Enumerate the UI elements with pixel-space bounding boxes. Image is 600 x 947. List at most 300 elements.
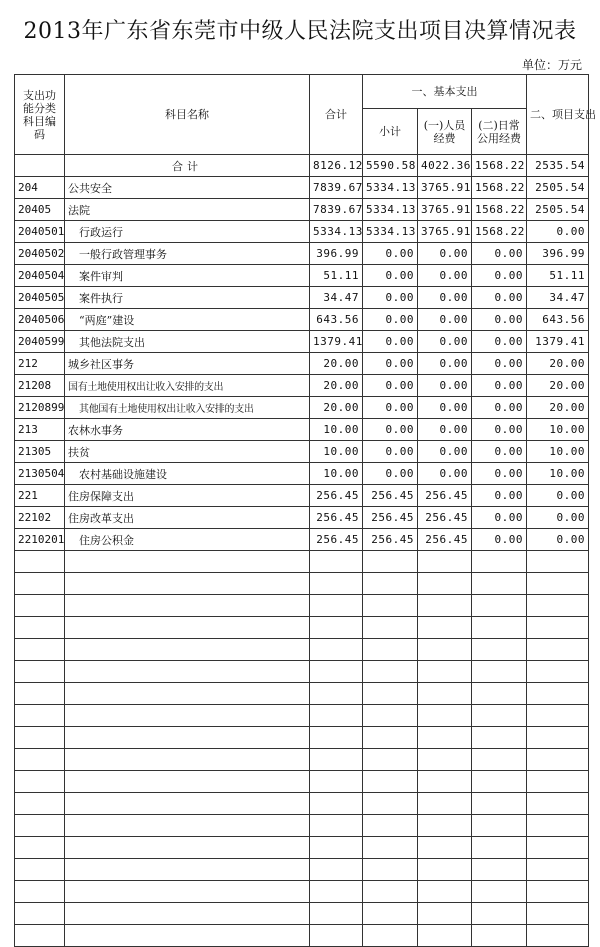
empty-cell: [418, 903, 472, 925]
empty-row: [15, 727, 589, 749]
table-body: [15, 155, 589, 947]
row-subtotal: 0.00: [363, 287, 418, 309]
header-name: 科目名称: [65, 75, 310, 155]
empty-row: [15, 705, 589, 727]
header-basic: 一、基本支出: [363, 75, 527, 109]
row-personnel: 256.45: [418, 529, 472, 551]
empty-cell: [15, 859, 65, 881]
empty-cell: [363, 859, 418, 881]
row-personnel: 0.00: [418, 375, 472, 397]
row-personnel: 0.00: [418, 353, 472, 375]
empty-cell: [15, 815, 65, 837]
empty-cell: [310, 771, 363, 793]
row-name: 城乡社区事务: [65, 353, 310, 375]
empty-cell: [527, 661, 589, 683]
row-public: 0.00: [472, 507, 527, 529]
row-public: 0.00: [472, 529, 527, 551]
empty-cell: [15, 639, 65, 661]
empty-row: [15, 749, 589, 771]
empty-cell: [472, 793, 527, 815]
total-subtotal: 5590.58: [363, 155, 418, 177]
row-name: 国有土地使用权出让收入安排的支出: [65, 375, 310, 397]
empty-cell: [418, 925, 472, 947]
unit-label: 单位：万元: [521, 58, 582, 72]
empty-cell: [472, 815, 527, 837]
empty-cell: [527, 815, 589, 837]
table-header: [15, 75, 597, 155]
empty-cell: [65, 881, 310, 903]
row-name: 农村基础设施建设: [65, 463, 310, 485]
empty-cell: [527, 595, 589, 617]
row-name: 住房公积金: [65, 529, 310, 551]
total-total: 8126.12: [310, 155, 363, 177]
empty-cell: [472, 705, 527, 727]
empty-cell: [363, 925, 418, 947]
empty-cell: [363, 837, 418, 859]
row-public: 0.00: [472, 375, 527, 397]
table-row: [15, 441, 589, 463]
empty-cell: [472, 903, 527, 925]
row-public: 0.00: [472, 265, 527, 287]
empty-row: [15, 793, 589, 815]
row-subtotal: 0.00: [363, 331, 418, 353]
empty-cell: [65, 595, 310, 617]
empty-cell: [418, 617, 472, 639]
row-subtotal: 0.00: [363, 309, 418, 331]
empty-cell: [310, 661, 363, 683]
row-total: 256.45: [310, 507, 363, 529]
table-row: [15, 309, 589, 331]
row-total: 1379.41: [310, 331, 363, 353]
empty-row: [15, 595, 589, 617]
empty-cell: [472, 683, 527, 705]
total-project: 2535.54: [527, 155, 589, 177]
empty-row: [15, 859, 589, 881]
empty-cell: [527, 683, 589, 705]
row-code: 2040502: [15, 243, 65, 265]
empty-cell: [15, 551, 65, 573]
row-personnel: 0.00: [418, 331, 472, 353]
table-row: [15, 419, 589, 441]
empty-cell: [310, 727, 363, 749]
table-row: [15, 221, 589, 243]
empty-cell: [472, 727, 527, 749]
empty-cell: [15, 595, 65, 617]
empty-cell: [472, 859, 527, 881]
row-subtotal: 0.00: [363, 353, 418, 375]
empty-row: [15, 903, 589, 925]
row-public: 0.00: [472, 463, 527, 485]
empty-cell: [15, 727, 65, 749]
empty-cell: [363, 639, 418, 661]
row-name: 案件审判: [65, 265, 310, 287]
row-name: 其他国有土地使用权出让收入安排的支出: [65, 397, 310, 419]
row-public: 1568.22: [472, 221, 527, 243]
empty-cell: [65, 793, 310, 815]
row-public: 0.00: [472, 287, 527, 309]
empty-cell: [310, 705, 363, 727]
row-project: 396.99: [527, 243, 589, 265]
row-total: 5334.13: [310, 221, 363, 243]
empty-cell: [418, 837, 472, 859]
empty-row: [15, 551, 589, 573]
empty-cell: [65, 815, 310, 837]
row-total: 256.45: [310, 529, 363, 551]
empty-cell: [527, 551, 589, 573]
row-total: 643.56: [310, 309, 363, 331]
row-personnel: 0.00: [418, 397, 472, 419]
table-row: [15, 265, 589, 287]
table-row: [15, 397, 589, 419]
empty-cell: [15, 573, 65, 595]
row-code: 2040505: [15, 287, 65, 309]
row-public: 0.00: [472, 353, 527, 375]
row-public: 0.00: [472, 397, 527, 419]
row-name: 法院: [65, 199, 310, 221]
empty-cell: [363, 881, 418, 903]
total-personnel: 4022.36: [418, 155, 472, 177]
row-project: 10.00: [527, 419, 589, 441]
empty-cell: [418, 705, 472, 727]
row-code: 213: [15, 419, 65, 441]
row-subtotal: 0.00: [363, 243, 418, 265]
empty-cell: [527, 925, 589, 947]
empty-cell: [527, 771, 589, 793]
row-name: 行政运行: [65, 221, 310, 243]
empty-cell: [472, 573, 527, 595]
empty-cell: [418, 683, 472, 705]
empty-cell: [527, 727, 589, 749]
row-name: “两庭”建设: [65, 309, 310, 331]
empty-cell: [15, 837, 65, 859]
row-subtotal: 0.00: [363, 265, 418, 287]
row-total: 396.99: [310, 243, 363, 265]
header-project: 二、项目支出: [527, 75, 589, 155]
row-total: 20.00: [310, 353, 363, 375]
empty-cell: [527, 705, 589, 727]
empty-row: [15, 881, 589, 903]
table-row: [15, 529, 589, 551]
table-row: [15, 199, 589, 221]
empty-cell: [472, 617, 527, 639]
row-public: 1568.22: [472, 199, 527, 221]
table-row: [15, 463, 589, 485]
empty-cell: [65, 749, 310, 771]
empty-row: [15, 771, 589, 793]
row-code: 2210201: [15, 529, 65, 551]
empty-cell: [310, 617, 363, 639]
empty-cell: [363, 793, 418, 815]
empty-cell: [363, 815, 418, 837]
empty-cell: [472, 551, 527, 573]
row-project: 10.00: [527, 463, 589, 485]
empty-cell: [363, 727, 418, 749]
empty-cell: [65, 617, 310, 639]
row-project: 0.00: [527, 221, 589, 243]
row-code: 21305: [15, 441, 65, 463]
empty-row: [15, 573, 589, 595]
row-project: 34.47: [527, 287, 589, 309]
empty-cell: [527, 881, 589, 903]
empty-cell: [15, 749, 65, 771]
table-row: [15, 287, 589, 309]
empty-cell: [65, 661, 310, 683]
empty-row: [15, 925, 589, 947]
row-project: 51.11: [527, 265, 589, 287]
row-code: 2040506: [15, 309, 65, 331]
row-subtotal: 5334.13: [363, 177, 418, 199]
row-name: 案件执行: [65, 287, 310, 309]
empty-row: [15, 815, 589, 837]
empty-cell: [472, 595, 527, 617]
row-subtotal: 0.00: [363, 463, 418, 485]
empty-cell: [15, 705, 65, 727]
empty-cell: [65, 925, 310, 947]
row-name: 住房保障支出: [65, 485, 310, 507]
table-row: [15, 353, 589, 375]
table-row: [15, 375, 589, 397]
empty-cell: [363, 903, 418, 925]
row-total: 34.47: [310, 287, 363, 309]
row-code: 221: [15, 485, 65, 507]
row-name: 扶贫: [65, 441, 310, 463]
expenditure-table: [14, 74, 597, 947]
row-personnel: 0.00: [418, 265, 472, 287]
empty-cell: [527, 617, 589, 639]
row-code: 2040599: [15, 331, 65, 353]
row-personnel: 0.00: [418, 463, 472, 485]
row-subtotal: 256.45: [363, 529, 418, 551]
row-total: 20.00: [310, 375, 363, 397]
empty-cell: [310, 573, 363, 595]
empty-cell: [15, 925, 65, 947]
empty-cell: [472, 639, 527, 661]
empty-cell: [418, 793, 472, 815]
empty-cell: [65, 837, 310, 859]
row-subtotal: 256.45: [363, 485, 418, 507]
total-row: [15, 155, 589, 177]
empty-cell: [527, 793, 589, 815]
empty-cell: [15, 617, 65, 639]
row-subtotal: 5334.13: [363, 199, 418, 221]
empty-cell: [310, 903, 363, 925]
empty-cell: [310, 683, 363, 705]
row-public: 0.00: [472, 309, 527, 331]
row-code: 204: [15, 177, 65, 199]
empty-cell: [310, 551, 363, 573]
row-personnel: 3765.91: [418, 221, 472, 243]
empty-cell: [363, 573, 418, 595]
row-name: 公共安全: [65, 177, 310, 199]
empty-cell: [310, 859, 363, 881]
empty-cell: [363, 749, 418, 771]
page-title: 2013年广东省东莞市中级人民法院支出项目决算情况表: [23, 19, 577, 44]
empty-cell: [527, 749, 589, 771]
row-public: 0.00: [472, 441, 527, 463]
row-project: 643.56: [527, 309, 589, 331]
table-row: [15, 485, 589, 507]
row-code: 20405: [15, 199, 65, 221]
row-project: 2505.54: [527, 177, 589, 199]
empty-cell: [15, 683, 65, 705]
empty-cell: [472, 771, 527, 793]
empty-cell: [418, 771, 472, 793]
empty-cell: [363, 551, 418, 573]
empty-cell: [363, 661, 418, 683]
empty-row: [15, 683, 589, 705]
header-subtotal: 小计: [363, 109, 418, 155]
row-name: 其他法院支出: [65, 331, 310, 353]
empty-cell: [65, 727, 310, 749]
row-name: 住房改革支出: [65, 507, 310, 529]
row-total: 10.00: [310, 463, 363, 485]
empty-row: [15, 639, 589, 661]
row-subtotal: 256.45: [363, 507, 418, 529]
row-subtotal: 0.00: [363, 419, 418, 441]
row-name: 一般行政管理事务: [65, 243, 310, 265]
empty-cell: [310, 639, 363, 661]
row-code: 22102: [15, 507, 65, 529]
row-project: 1379.41: [527, 331, 589, 353]
row-total: 51.11: [310, 265, 363, 287]
row-code: 212: [15, 353, 65, 375]
row-project: 2505.54: [527, 199, 589, 221]
row-total: 10.00: [310, 441, 363, 463]
empty-cell: [418, 859, 472, 881]
empty-cell: [65, 573, 310, 595]
empty-cell: [15, 771, 65, 793]
empty-cell: [472, 881, 527, 903]
header-code: 支出功能分类科目编码: [15, 75, 65, 155]
row-personnel: 0.00: [418, 287, 472, 309]
row-personnel: 3765.91: [418, 199, 472, 221]
row-personnel: 256.45: [418, 507, 472, 529]
empty-cell: [472, 837, 527, 859]
empty-cell: [418, 727, 472, 749]
row-project: 20.00: [527, 397, 589, 419]
table-row: [15, 177, 589, 199]
empty-cell: [418, 749, 472, 771]
empty-cell: [363, 617, 418, 639]
empty-cell: [65, 705, 310, 727]
row-project: 10.00: [527, 441, 589, 463]
row-project: 0.00: [527, 507, 589, 529]
row-total: 20.00: [310, 397, 363, 419]
row-public: 0.00: [472, 419, 527, 441]
empty-cell: [310, 881, 363, 903]
row-code: 2040504: [15, 265, 65, 287]
empty-cell: [418, 815, 472, 837]
row-project: 20.00: [527, 353, 589, 375]
row-code: 2130504: [15, 463, 65, 485]
empty-cell: [363, 705, 418, 727]
row-project: 0.00: [527, 529, 589, 551]
row-personnel: 3765.91: [418, 177, 472, 199]
empty-cell: [65, 903, 310, 925]
empty-cell: [527, 903, 589, 925]
row-project: 20.00: [527, 375, 589, 397]
row-total: 256.45: [310, 485, 363, 507]
empty-cell: [418, 661, 472, 683]
empty-cell: [418, 551, 472, 573]
total-label: 合计: [65, 155, 310, 177]
row-public: 0.00: [472, 331, 527, 353]
row-personnel: 0.00: [418, 243, 472, 265]
header-public: (二)日常公用经费: [472, 109, 527, 155]
empty-cell: [363, 595, 418, 617]
empty-cell: [65, 771, 310, 793]
row-subtotal: 5334.13: [363, 221, 418, 243]
row-public: 1568.22: [472, 177, 527, 199]
empty-cell: [65, 639, 310, 661]
empty-cell: [418, 639, 472, 661]
row-public: 0.00: [472, 485, 527, 507]
row-project: 0.00: [527, 485, 589, 507]
empty-row: [15, 837, 589, 859]
empty-cell: [310, 815, 363, 837]
row-total: 10.00: [310, 419, 363, 441]
empty-cell: [65, 551, 310, 573]
row-name: 农林水事务: [65, 419, 310, 441]
empty-cell: [15, 661, 65, 683]
empty-cell: [472, 925, 527, 947]
empty-cell: [418, 573, 472, 595]
row-personnel: 0.00: [418, 419, 472, 441]
row-personnel: 256.45: [418, 485, 472, 507]
row-public: 0.00: [472, 243, 527, 265]
row-total: 7839.67: [310, 177, 363, 199]
empty-cell: [310, 925, 363, 947]
header-total: 合计: [310, 75, 363, 155]
empty-row: [15, 661, 589, 683]
empty-cell: [418, 595, 472, 617]
table-row: [15, 331, 589, 353]
empty-cell: [472, 661, 527, 683]
empty-cell: [15, 793, 65, 815]
empty-cell: [527, 573, 589, 595]
row-subtotal: 0.00: [363, 397, 418, 419]
empty-cell: [65, 859, 310, 881]
empty-cell: [310, 595, 363, 617]
total-public: 1568.22: [472, 155, 527, 177]
row-personnel: 0.00: [418, 309, 472, 331]
row-code: 2120899: [15, 397, 65, 419]
empty-cell: [15, 903, 65, 925]
empty-cell: [527, 639, 589, 661]
empty-cell: [418, 881, 472, 903]
empty-cell: [363, 771, 418, 793]
row-code: 21208: [15, 375, 65, 397]
table-row: [15, 243, 589, 265]
empty-cell: [310, 837, 363, 859]
empty-row: [15, 617, 589, 639]
empty-cell: [527, 859, 589, 881]
header-personnel: (一)人员经费: [418, 109, 472, 155]
row-subtotal: 0.00: [363, 375, 418, 397]
table-row: [15, 507, 589, 529]
row-code: 2040501: [15, 221, 65, 243]
empty-cell: [15, 881, 65, 903]
empty-cell: [472, 749, 527, 771]
row-personnel: 0.00: [418, 441, 472, 463]
empty-cell: [363, 683, 418, 705]
empty-cell: [310, 749, 363, 771]
row-total: 7839.67: [310, 199, 363, 221]
row-subtotal: 0.00: [363, 441, 418, 463]
empty-cell: [527, 837, 589, 859]
empty-cell: [65, 683, 310, 705]
empty-cell: [310, 793, 363, 815]
